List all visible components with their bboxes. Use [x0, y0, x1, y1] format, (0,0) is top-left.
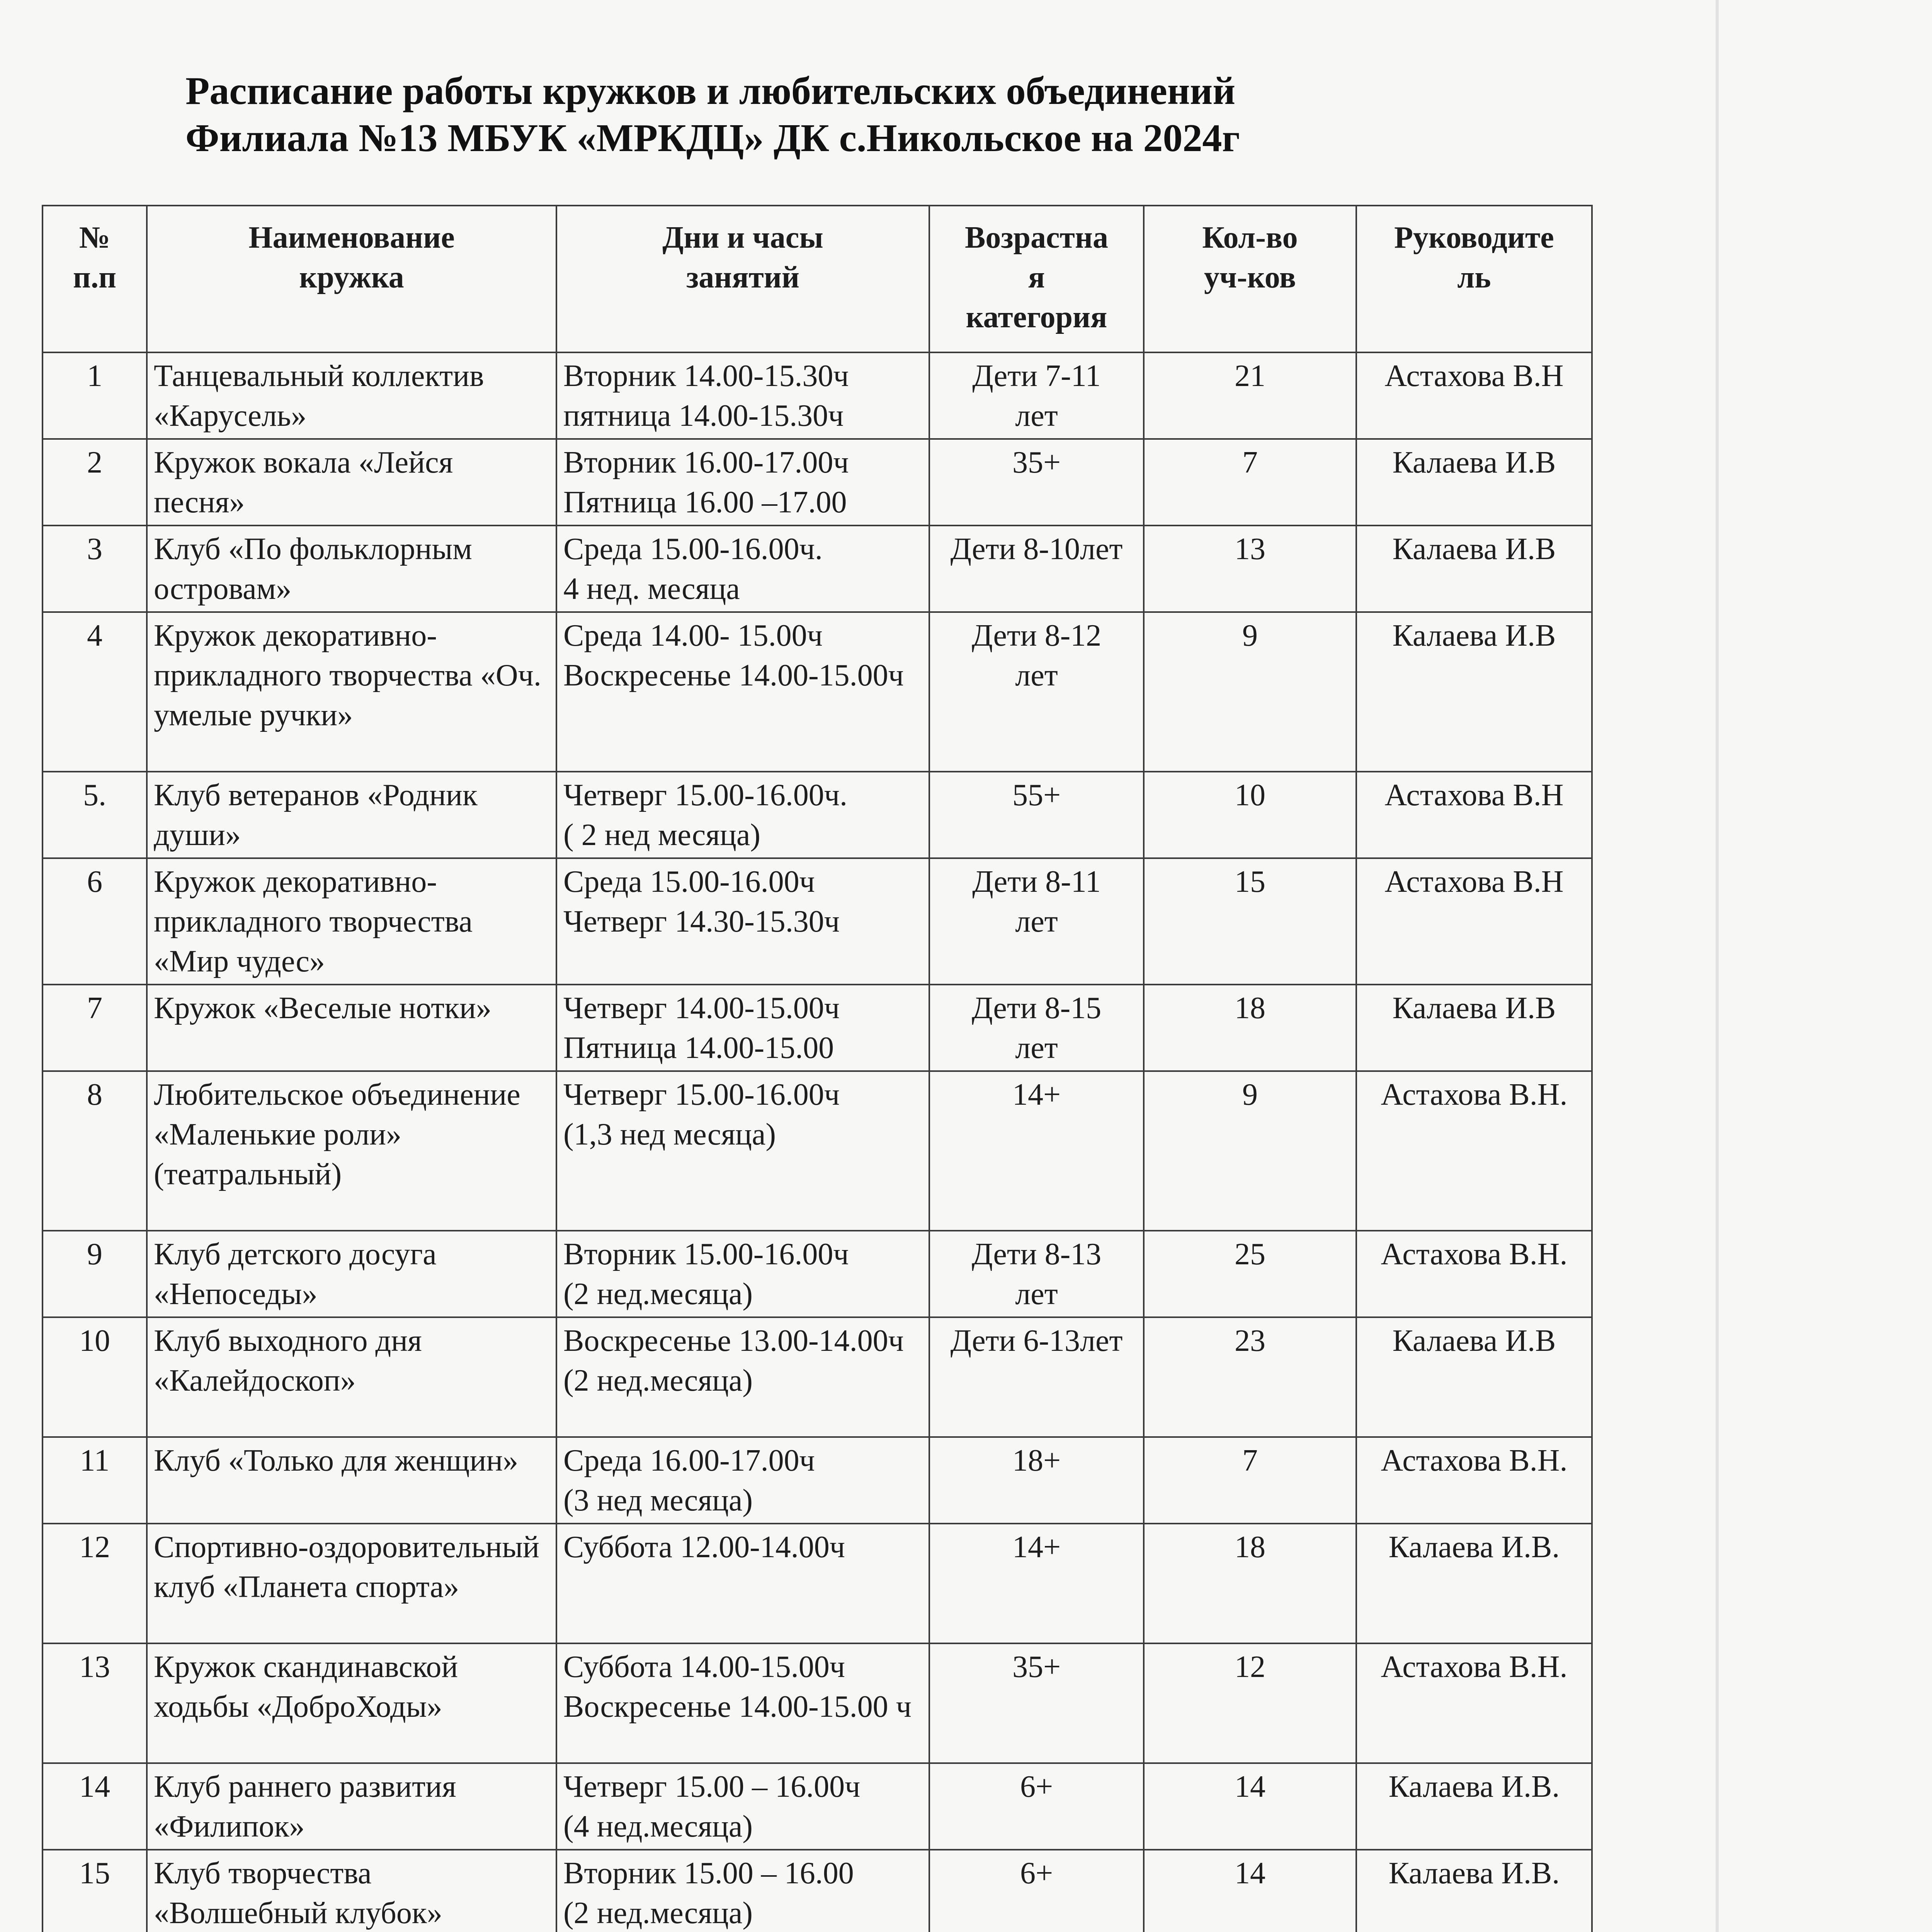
- table-row: [43, 772, 1592, 858]
- row-number: 14: [43, 1763, 147, 1850]
- row-number: 4: [43, 612, 147, 772]
- club-schedule: Среда 16.00-17.00ч (3 нед месяца): [556, 1437, 929, 1524]
- club-leader: Калаева И.В: [1356, 1317, 1592, 1437]
- club-leader: Калаева И.В: [1356, 526, 1592, 612]
- row-number: 6: [43, 858, 147, 985]
- age-category: 6+: [929, 1763, 1144, 1850]
- table-row: [43, 858, 1592, 985]
- row-number: 10: [43, 1317, 147, 1437]
- header-name: Наименование кружка: [147, 206, 556, 352]
- header-age: Возрастна я категория: [929, 206, 1144, 352]
- club-schedule: Четверг 15.00-16.00ч. ( 2 нед месяца): [556, 772, 929, 858]
- club-name: Спортивно-оздоровительный клуб «Планета спорта»: [147, 1524, 556, 1643]
- club-name: Кружок вокала «Лейся песня»: [147, 439, 556, 526]
- row-number: 15: [43, 1850, 147, 1932]
- row-number: 3: [43, 526, 147, 612]
- club-name: Любительское объединение «Маленькие роли» (театральный): [147, 1071, 556, 1231]
- club-schedule: Вторник 15.00-16.00ч (2 нед.месяца): [556, 1231, 929, 1317]
- club-schedule: Воскресенье 13.00-14.00ч (2 нед.месяца): [556, 1317, 929, 1437]
- participant-count: 7: [1144, 439, 1356, 526]
- table-row: [43, 612, 1592, 772]
- participant-count: 9: [1144, 612, 1356, 772]
- club-leader: Астахова В.Н.: [1356, 1437, 1592, 1524]
- table-row: [43, 985, 1592, 1071]
- row-number: 13: [43, 1643, 147, 1763]
- title-line-2: Филиала №13 МБУК «МРКДЦ» ДК с.Никольское на 2024г: [185, 116, 1240, 160]
- club-schedule: Среда 15.00-16.00ч Четверг 14.30-15.30ч: [556, 858, 929, 985]
- header-count: Кол-во уч-ков: [1144, 206, 1356, 352]
- age-category: 14+: [929, 1524, 1144, 1643]
- header-leader: Руководите ль: [1356, 206, 1592, 352]
- age-category: 35+: [929, 1643, 1144, 1763]
- club-name: Клуб творчества «Волшебный клубок»: [147, 1850, 556, 1932]
- club-schedule: Четверг 14.00-15.00ч Пятница 14.00-15.00: [556, 985, 929, 1071]
- participant-count: 18: [1144, 1524, 1356, 1643]
- table-row: [43, 352, 1592, 439]
- club-name: Клуб «По фольклорным островам»: [147, 526, 556, 612]
- participant-count: 10: [1144, 772, 1356, 858]
- schedule-table: [42, 205, 1593, 1932]
- participant-count: 12: [1144, 1643, 1356, 1763]
- table-row: [43, 526, 1592, 612]
- row-number: 11: [43, 1437, 147, 1524]
- club-leader: Астахова В.Н: [1356, 352, 1592, 439]
- participant-count: 15: [1144, 858, 1356, 985]
- table-row: [43, 1437, 1592, 1524]
- participant-count: 13: [1144, 526, 1356, 612]
- club-name: Клуб «Только для женщин»: [147, 1437, 556, 1524]
- club-leader: Астахова В.Н: [1356, 772, 1592, 858]
- club-schedule: Среда 15.00-16.00ч. 4 нед. месяца: [556, 526, 929, 612]
- row-number: 1: [43, 352, 147, 439]
- table-row: [43, 439, 1592, 526]
- age-category: 14+: [929, 1071, 1144, 1231]
- title-line-1: Расписание работы кружков и любительских объединений: [185, 69, 1236, 113]
- row-number: 5.: [43, 772, 147, 858]
- age-category: Дети 7-11 лет: [929, 352, 1144, 439]
- age-category: Дети 8-11 лет: [929, 858, 1144, 985]
- table-row: [43, 1071, 1592, 1231]
- club-leader: Астахова В.Н: [1356, 858, 1592, 985]
- club-leader: Калаева И.В.: [1356, 1763, 1592, 1850]
- club-schedule: Четверг 15.00-16.00ч (1,3 нед месяца): [556, 1071, 929, 1231]
- table-row: [43, 1643, 1592, 1763]
- club-name: Кружок скандинавской ходьбы «ДоброХоды»: [147, 1643, 556, 1763]
- club-leader: Астахова В.Н.: [1356, 1231, 1592, 1317]
- table-row: [43, 1763, 1592, 1850]
- table-header-row: [43, 206, 1592, 352]
- club-name: Клуб раннего развития «Филипок»: [147, 1763, 556, 1850]
- club-schedule: Вторник 16.00-17.00ч Пятница 16.00 –17.00: [556, 439, 929, 526]
- participant-count: 25: [1144, 1231, 1356, 1317]
- participant-count: 21: [1144, 352, 1356, 439]
- club-leader: Астахова В.Н.: [1356, 1643, 1592, 1763]
- age-category: 6+: [929, 1850, 1144, 1932]
- table-row: [43, 1524, 1592, 1643]
- club-leader: Калаева И.В: [1356, 439, 1592, 526]
- club-schedule: Четверг 15.00 – 16.00ч (4 нед.месяца): [556, 1763, 929, 1850]
- row-number: 2: [43, 439, 147, 526]
- club-name: Кружок декоративно-прикладного творчества «Мир чудес»: [147, 858, 556, 985]
- table-row: [43, 1850, 1592, 1932]
- participant-count: 14: [1144, 1850, 1356, 1932]
- age-category: Дети 8-15 лет: [929, 985, 1144, 1071]
- club-schedule: Суббота 12.00-14.00ч: [556, 1524, 929, 1643]
- age-category: 35+: [929, 439, 1144, 526]
- club-name: Клуб ветеранов «Родник души»: [147, 772, 556, 858]
- participant-count: 23: [1144, 1317, 1356, 1437]
- club-name: Кружок «Веселые нотки»: [147, 985, 556, 1071]
- table-row: [43, 1231, 1592, 1317]
- row-number: 8: [43, 1071, 147, 1231]
- club-leader: Калаева И.В.: [1356, 1524, 1592, 1643]
- club-name: Кружок декоративно-прикладного творчества «Оч. умелые ручки»: [147, 612, 556, 772]
- club-name: Клуб детского досуга «Непоседы»: [147, 1231, 556, 1317]
- participant-count: 18: [1144, 985, 1356, 1071]
- header-num: № п.п: [43, 206, 147, 352]
- club-leader: Калаева И.В: [1356, 612, 1592, 772]
- age-category: Дети 8-13 лет: [929, 1231, 1144, 1317]
- age-category: Дети 8-10лет: [929, 526, 1144, 612]
- table-row: [43, 1317, 1592, 1437]
- club-name: Танцевальный коллектив «Карусель»: [147, 352, 556, 439]
- club-leader: Калаева И.В: [1356, 985, 1592, 1071]
- age-category: 55+: [929, 772, 1144, 858]
- row-number: 7: [43, 985, 147, 1071]
- participant-count: 9: [1144, 1071, 1356, 1231]
- row-number: 9: [43, 1231, 147, 1317]
- club-schedule: Суббота 14.00-15.00ч Воскресенье 14.00-15.00 ч: [556, 1643, 929, 1763]
- age-category: 18+: [929, 1437, 1144, 1524]
- document-title: [185, 68, 1615, 162]
- header-schedule: Дни и часы занятий: [556, 206, 929, 352]
- participant-count: 7: [1144, 1437, 1356, 1524]
- club-schedule: Вторник 14.00-15.30ч пятница 14.00-15.30ч: [556, 352, 929, 439]
- club-schedule: Вторник 15.00 – 16.00 (2 нед.месяца): [556, 1850, 929, 1932]
- club-name: Клуб выходного дня «Калейдоскоп»: [147, 1317, 556, 1437]
- age-category: Дети 8-12 лет: [929, 612, 1144, 772]
- row-number: 12: [43, 1524, 147, 1643]
- age-category: Дети 6-13лет: [929, 1317, 1144, 1437]
- club-leader: Калаева И.В.: [1356, 1850, 1592, 1932]
- participant-count: 14: [1144, 1763, 1356, 1850]
- club-schedule: Среда 14.00- 15.00ч Воскресенье 14.00-15.00ч: [556, 612, 929, 772]
- club-leader: Астахова В.Н.: [1356, 1071, 1592, 1231]
